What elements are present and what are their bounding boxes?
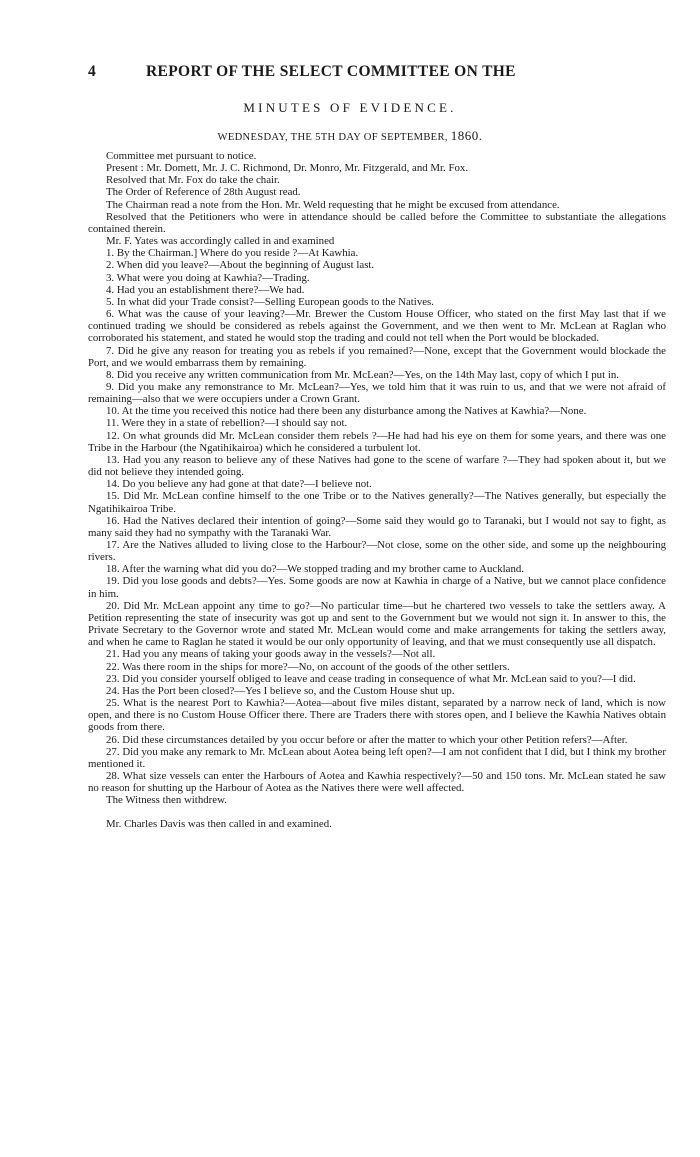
- question-paragraph: 18. After the warning what did you do?—We stopped trading and my brother came to Auckland.: [106, 563, 525, 576]
- question-paragraph: 19. Did you lose goods and debts?—Yes. Some goods are now at Kawhia in charge of a Native, but we cannot place confidence in him.: [88, 575, 666, 600]
- paragraph: The Order of Reference of 28th August read.: [106, 186, 301, 199]
- paragraph: The Chairman read a note from the Hon. Mr. Weld requesting that he might be excused from attendance.: [106, 198, 560, 211]
- question-paragraph: 7. Did he give any reason for treating you as rebels if you remained?—None, except that the Government would blockade the Port, and we would embarrass them by remaining.: [88, 344, 666, 369]
- question-paragraph: 3. What were you doing at Kawhia?—Trading.: [106, 271, 310, 284]
- question-paragraph: 27. Did you make any remark to Mr. McLean about Aotea being left open?—I am not confident that I did, but I think my brother mentioned it.: [88, 745, 666, 770]
- question-paragraph: 6. What was the cause of your leaving?—Mr. Brewer the Custom House Officer, who stated on the first May last that if we continued trading we should be considered as rebels against the Government, and we then went to Mr. McLean at Raglan who corroborated his statement, and stated he would stop the trading and could not tell when the Port would be blockaded.: [88, 308, 666, 345]
- date-line: [0, 128, 700, 144]
- question-paragraph: 12. On what grounds did Mr. McLean consider them rebels ?—He had had his eye on them for some years, and there was one Tribe in the Harbour (the Ngatihikairoa) which he considered a turbulent lot.: [88, 429, 666, 454]
- question-paragraph: 20. Did Mr. McLean appoint any time to go?—No particular time—but he chartered two vessels to take the settlers away. A Petition representing the state of insecurity was got up and sent to the Government but we would not sign it. In answer to this, the Private Secretary to the Governor wrote and stated Mr. McLean would come and make arrangements for taking the settlers away, and when he came to Raglan he stated it would be our only opportunity of leaving, and that we must consequently use all dispatch.: [88, 599, 666, 649]
- paragraph: Present : Mr. Domett, Mr. J. C. Richmond, Dr. Monro, Mr. Fitzgerald, and Mr. Fox.: [106, 162, 469, 175]
- question-paragraph: 17. Are the Natives alluded to living close to the Harbour?—Not close, some on the other side, and some up the neighbouring rivers.: [88, 539, 666, 564]
- paragraph: Resolved that the Petitioners who were in attendance should be called before the Committee to substantiate the allegations contained therein.: [88, 210, 666, 235]
- question-paragraph: 26. Did these circumstances detailed by you occur before or after the matter to which your other Petition refers?—After.: [106, 733, 628, 746]
- question-paragraph: 24. Has the Port been closed?—Yes I believe so, and the Custom House shut up.: [106, 684, 455, 697]
- question-paragraph: 21. Had you any means of taking your goods away in the vessels?—Not all.: [106, 648, 436, 661]
- paragraph: Mr. F. Yates was accordingly called in and examined: [106, 235, 335, 248]
- question-paragraph: 4. Had you an establishment there?—We had.: [106, 283, 305, 296]
- question-paragraph: 25. What is the nearest Port to Kawhia?—Aotea—about five miles distant, separated by a narrow neck of land, which is now open, and there is no Custom House Officer there. There are Traders there with stores open, and I believe the Kawhia Natives obtain goods from there.: [88, 697, 666, 734]
- question-paragraph: 8. Did you receive any written communication from Mr. McLean?—Yes, on the 14th May last, copy of which I put in.: [106, 368, 619, 381]
- question-paragraph: 22. Was there room in the ships for more?—No, on account of the goods of the other settlers.: [106, 660, 510, 673]
- question-paragraph: 11. Were they in a state of rebellion?—I should say not.: [106, 417, 348, 430]
- date-text: WEDNESDAY, THE 5TH DAY OF SEPTEMBER,: [217, 132, 448, 143]
- question-paragraph: 9. Did you make any remonstrance to Mr. McLean?—Yes, we told him that it was ruin to us, and that we were not afraid of remaining—also that we were occupiers under a Crown Grant.: [88, 380, 666, 406]
- running-title: REPORT OF THE SELECT COMMITTEE ON THE: [146, 63, 516, 80]
- question-paragraph: 28. What size vessels can enter the Harbours of Aotea and Kawhia respectively?—50 and 150 tons. Mr. McLean stated he saw no reason for shutting up the Harbour of Aotea as the Natives there were well affected.: [88, 769, 666, 795]
- question-paragraph: 23. Did you consider yourself obliged to leave and cease trading in consequence of what Mr. McLean said to you?—I did.: [106, 672, 636, 685]
- page-header: [0, 63, 700, 87]
- question-paragraph: 13. Had you any reason to believe any of these Natives had gone to the scene of warfare ?—They had spoken about it, but we did not believe they intended going.: [88, 453, 666, 479]
- question-paragraph: 16. Had the Natives declared their intention of going?—Some said they would go to Taranaki, but I would not say to fight, as many said they had no sympathy with the Taranaki War.: [88, 514, 666, 539]
- minutes-body: [88, 150, 666, 831]
- date-year: 1860.: [450, 128, 483, 143]
- question-paragraph: 2. When did you leave?—About the beginning of August last.: [106, 259, 375, 272]
- page-number: 4: [88, 63, 96, 80]
- question-paragraph: 14. Do you believe any had gone at that date?—I believe not.: [106, 478, 372, 491]
- question-paragraph: 10. At the time you received this notice had there been any disturbance among the Natives at Kawhia?—None.: [106, 405, 587, 418]
- question-paragraph: 5. In what did your Trade consist?—Selling European goods to the Natives.: [106, 295, 434, 308]
- question-paragraph: 15. Did Mr. McLean confine himself to the one Tribe or to the Natives generally?—The Natives generally, but especially the Ngatihikairoa Tribe.: [88, 490, 666, 515]
- question-paragraph: 1. By the Chairman.] Where do you reside ?—At Kawhia.: [106, 247, 359, 260]
- section-title: MINUTES OF EVIDENCE.: [243, 100, 457, 115]
- paragraph: Committee met pursuant to notice.: [106, 150, 257, 162]
- witness-withdrew-line: The Witness then withdrew.: [106, 794, 227, 807]
- next-witness-line: Mr. Charles Davis was then called in and examined.: [106, 818, 332, 831]
- paragraph: Resolved that Mr. Fox do take the chair.: [106, 174, 280, 187]
